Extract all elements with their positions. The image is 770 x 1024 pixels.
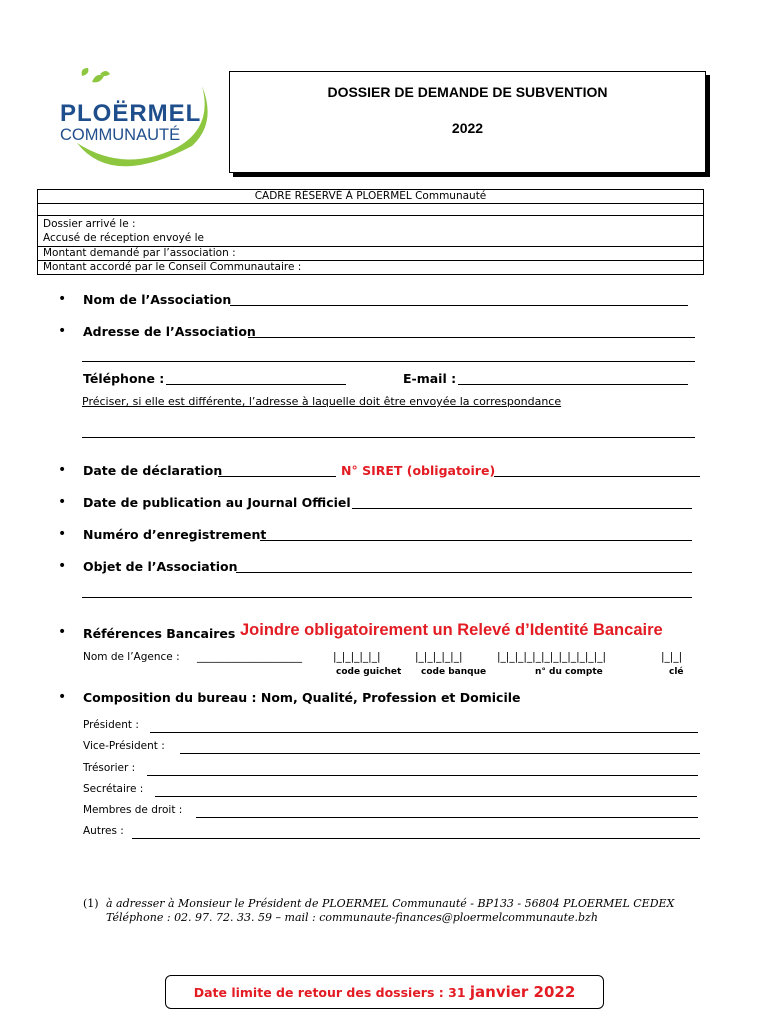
deadline-text: Date limite de retour des dossiers : 31	[193, 985, 470, 1000]
deadline-box	[165, 975, 604, 1009]
reserved-rows	[38, 216, 704, 247]
reserved-row-receipt: Accusé de réception envoyé le	[43, 232, 204, 244]
title-box	[229, 71, 706, 173]
caption-code-guichet: code guichet	[336, 667, 402, 677]
caption-code-banque: code banque	[421, 667, 487, 677]
rib-compte-field[interactable]: |_|_|_|_|_|_|_|_|_|_|_|_|	[497, 651, 606, 663]
member-ex-officio-field[interactable]	[196, 816, 698, 818]
phone-label: Téléphone :	[83, 371, 165, 386]
bullet: •	[58, 323, 67, 339]
document-title: DOSSIER DE DEMANDE DE SUBVENTION	[327, 84, 608, 100]
rib-cle-field[interactable]: |_|_|	[661, 651, 683, 663]
document-year: 2022	[451, 120, 484, 136]
agency-label: Nom de l’Agence :	[83, 651, 180, 663]
caption-numero-compte: n° du compte	[535, 667, 603, 677]
caption-cle: clé	[669, 667, 684, 677]
association-address-label: Adresse de l’Association	[83, 324, 256, 339]
member-secretary-label: Secrétaire :	[83, 783, 144, 795]
publication-date-field[interactable]	[352, 507, 692, 509]
reserved-header: CADRE RÉSERVÉ À PLOERMEL Communauté	[38, 190, 704, 204]
bureau-composition-label: Composition du bureau : Nom, Qualité, Profession et Domicile	[83, 690, 521, 705]
deadline-date: janvier 2022	[469, 983, 576, 1001]
footnote-address: à adresser à Monsieur le Président de PLOERMEL Communauté - BP133 - 56804 PLOERMEL CEDEX	[106, 897, 675, 910]
bullet: •	[58, 462, 67, 478]
email-field[interactable]	[458, 383, 688, 385]
member-treasurer-label: Trésorier :	[83, 762, 136, 774]
email-label: E-mail :	[403, 371, 457, 386]
bank-rib-notice: Joindre obligatoirement un Relevé d’Identité Bancaire	[240, 621, 663, 639]
ploermel-logo	[52, 68, 217, 178]
footnote-contact: Téléphone : 02. 97. 72. 33. 59 – mail : communaute-finances@ploermelcommunaute.bzh	[106, 911, 598, 924]
correspondence-address-field[interactable]	[82, 436, 695, 438]
bank-references-label: Références Bancaires	[83, 626, 236, 641]
member-secretary-field[interactable]	[155, 795, 697, 797]
rib-banque-field[interactable]: |_|_|_|_|_|	[415, 651, 463, 663]
correspondence-note: Préciser, si elle est différente, l’adresse à laquelle doit être envoyée la correspondance	[82, 395, 562, 408]
reserved-blank-row	[38, 204, 704, 216]
member-president-label: Président :	[83, 719, 139, 731]
logo-text-line2: COMMUNAUTÉ	[60, 126, 181, 144]
reserved-row-requested: Montant demandé par l’association :	[38, 247, 704, 261]
phone-field[interactable]	[166, 383, 346, 385]
reserved-row-granted: Montant accordé par le Conseil Communautaire :	[38, 261, 704, 275]
member-others-field[interactable]	[132, 837, 700, 839]
bullet: •	[58, 689, 67, 705]
reserved-box	[37, 189, 704, 275]
bullet: •	[58, 291, 67, 307]
member-vice-president-field[interactable]	[180, 752, 700, 754]
member-treasurer-field[interactable]	[147, 774, 698, 776]
reserved-row-arrival: Dossier arrivé le :	[43, 218, 136, 230]
association-name-label: Nom de l’Association	[83, 292, 232, 307]
bullet: •	[58, 526, 67, 542]
member-president-field[interactable]	[150, 731, 698, 733]
registration-number-label: Numéro d’enregistrement	[83, 527, 267, 542]
association-address-field-2[interactable]	[82, 360, 695, 362]
siret-label: N° SIRET (obligatoire)	[341, 463, 496, 478]
declaration-date-field[interactable]	[218, 475, 336, 477]
association-name-field[interactable]	[230, 304, 688, 306]
association-object-field[interactable]	[236, 571, 692, 573]
association-address-field[interactable]	[248, 336, 695, 338]
member-ex-officio-label: Membres de droit :	[83, 804, 183, 816]
logo-text-line1: PLOËRMEL	[60, 100, 202, 127]
member-vice-president-label: Vice-Président :	[83, 740, 165, 752]
agency-field[interactable]: ____________________	[197, 651, 302, 663]
association-object-label: Objet de l’Association	[83, 559, 238, 574]
bullet: •	[58, 558, 67, 574]
rib-guichet-field[interactable]: |_|_|_|_|_|	[333, 651, 381, 663]
siret-field[interactable]	[494, 475, 700, 477]
member-others-label: Autres :	[83, 825, 124, 837]
bullet: •	[58, 494, 67, 510]
footnote-marker: (1)	[83, 897, 99, 910]
publication-date-label: Date de publication au Journal Officiel	[83, 495, 351, 510]
declaration-date-label: Date de déclaration	[83, 463, 223, 478]
bullet: •	[58, 624, 67, 640]
association-object-field-2[interactable]	[82, 596, 692, 598]
registration-number-field[interactable]	[260, 539, 692, 541]
